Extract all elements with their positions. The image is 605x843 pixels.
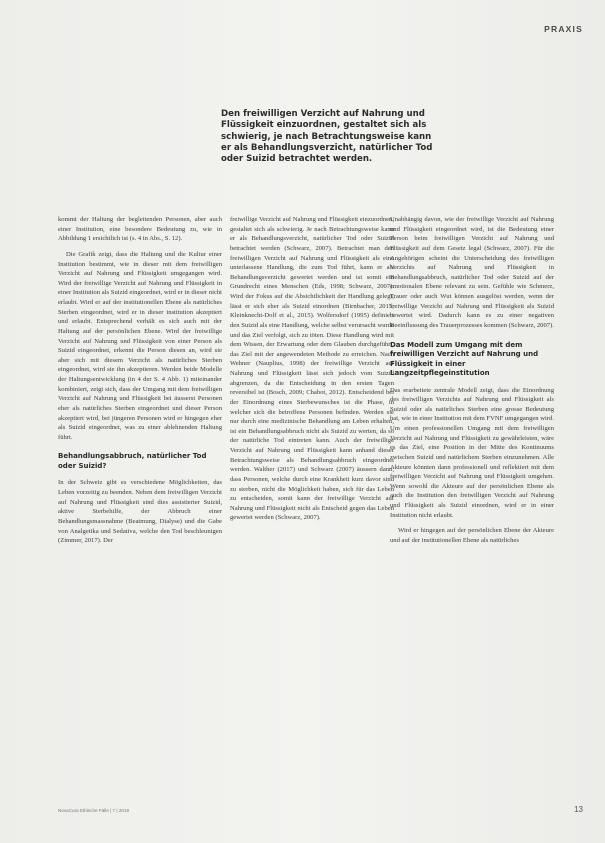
text-column-2 — [230, 215, 394, 529]
pull-quote: Den freiwilligen Verzicht auf Nahrung und Flüssigkeit einzuordnen, gestaltet sich als schwierig, je nach Betrachtungsweise kann er als Behandlungsverzicht, natürlicher Tod oder Suizid betrachtet werden. — [221, 109, 433, 165]
section-label: PRAXIS — [544, 24, 583, 34]
section-subheading: Behandlungsabbruch, natürlicher Tod oder Suizid? — [58, 452, 207, 470]
page-number: 13 — [574, 805, 583, 814]
text-column-3 — [390, 215, 554, 552]
footer-publication: NovaCura Ethische Fälle | 7 | 2019 — [58, 808, 130, 813]
paragraph: Unabhängig davon, wie der freiwillige Verzicht auf Nahrung und Flüssigkeit eingeordnet wird, ist die Bedeutung einer Person beim freiwilligen Verzicht auf Nahrung und Flüssigkeit auf dem Gesetz legal (Schwarz, 2007). Für die Angehörigen scheint die Unterscheidung des freiwilligen Verzichts auf Nahrung und Flüssigkeit in Behandlungsabbruch, natürlicher Tod oder Suizid auf der emotionalen Ebene relevant zu sein. Gefühle wie Schmerz, Trauer oder auch Wut können ausgelöst werden, wenn der freiwillige Verzicht auf Nahrung und Flüssigkeit als Suizid bewertet wird. Dadurch kann es zu einer negativen Beeinflussung des Trauerprozesses kommen (Schwarz, 2007). — [390, 216, 554, 329]
paragraph: Das erarbeitete zentrale Modell zeigt, dass die Einordnung des freiwilligen Verzichts auf Nahrung und Flüssigkeit als Suizid oder als natürliches Sterben eine grosse Bedeutung hat, wie in einer Institution mit dem FVNF umgegangen wird. Um einen professionellen Umgang mit dem freiwilligen Verzicht auf Nahrung und Flüssigkeit zu gewährleisten, wäre es das Ziel, eine Position in der Mitte des Kontinuums zwischen Suizid und natürlichem Sterben einzunehmen. Alle Akteure könnten dann professionell und reflektiert mit dem freiwilligen Verzicht auf Nahrung und Flüssigkeit umgehen. Wenn sowohl die Akteure auf der persönlichen Ebene als auch die Institution den freiwilligen Verzicht auf Nahrung und Flüssigkeit als Suizid einordnen, wird er in einer Institution nicht erlaubt. — [390, 386, 554, 519]
text-column-1 — [58, 215, 222, 552]
paragraph: kommt der Haltung der begleitenden Personen, aber auch einer Institution, eine besondere Bedeutung zu, wie in Abbildung 1 ersichtlich ist (s. 4 in Abs., S. 12). — [58, 216, 222, 243]
section-subheading: Das Modell zum Umgang mit dem freiwilligen Verzicht auf Nahrung und Flüssigkeit in einer Langzeitpflegeinstitution — [390, 340, 539, 377]
paragraph: Die Grafik zeigt, dass die Haltung und die Kultur einer Institution bestimmt, wie in dieser mit dem freiwilligen Verzicht auf Nahrung und Flüssigkeit umgegangen wird. Wird der freiwillige Verzicht auf Nahrung und Flüssigkeit in einer Institution als Suizid eingeordnet, wird er in dieser nicht erlaubt. Wird er auf der institutionellen Ebene als natürliches Sterben eingeordnet, wird er in dieser institution akzeptiert und erlaubt. Entsprechend verhält es sich auch mit der Haltung auf der persönlichen Ebene. Wird der freiwillige Verzicht auf Nahrung und Flüssigkeit von einer Person als Suizid eingeordnet, erkennt die Person diesen an, wird sie aber sich mit diesem Verzicht als natürliches Sterben eingeordnet, wird sie ihn akzeptieren. Werden beide Modelle der Haltungsentwicklung (in 4 der S. 4 Abb. 1) miteinander kombiniert, zeigt sich, dass der Umgang mit dem freiwilligen Verzicht auf Nahrung und Flüssigkeit bei äusserst Personen eher als natürliches Sterben eingeordnet und dieser Person akzeptiert wird, bei jüngeren Personen wird er hingegen eher als Suizid eingeordnet, was zu einer ablehnenden Haltung führt. — [58, 250, 222, 441]
paragraph: In der Schweiz gibt es verschiedene Möglichkeiten, das Leben vorzeitig zu beenden. Neben dem freiwilligen Verzicht auf Nahrung und Flüssigkeit sind dies assistierter Suizid, aktive Sterbehilfe, der Abbruch einer Behandlungsmassnahme (Beatmung, Dialyse) und die Gabe von Analgetika und Sedativa, welche den Tod beschleunigen (Zimmer, 2017). Der — [58, 479, 222, 545]
paragraph: freiwillige Verzicht auf Nahrung und Flüssigkeit einzuordnen, gestaltet sich als schwierig. Je nach Betrachtungsweise kann er als Behandlungsverzicht, natürlicher Tod oder Suizid betrachtet werden (Schwarz, 2007). Betrachtet man den freiwilligen Verzicht auf Nahrung und Flüssigkeit als eine unterlassene Handlung, die zum Tod führt, kann er als Behandlungsverzicht gewertet werden und ist somit ein Grundrecht eines Menschen (Eds, 1998; Schwarz, 2007). Wird der Fokus auf die Absichtlichkeit der Handlung gelegt, lässt er sich eher als Suizid einordnen (Birnbacher, 2015; Kleinknecht-Dolf et al., 2015). Wolfersdorf (1995) definiert den Suizid als eine Handlung, welche selbst verursacht wurde und das Ziel verfolgt, sich zu töten. Diese Handlung wird mit dem Wissen, der Erwartung oder dem Glauben durchgeführt, das Ziel mit der angewendeten Methode zu erreichen. Nach Wehner (Nauplius, 1998) der freiwillige Verzicht auf Nahrung und Flüssigkeit lässt sich jedoch vom Suizid abgrenzen, da die Entscheidung in den ersten Tagen reversibel ist (Bosch, 2009; Chabot, 2012). Entscheidend bei der Einordnung eines Sterbewunsches ist die Phase, in welcher sich die betroffene Personen befinden. Werden sie nur durch eine medizinische Behandlung am Leben erhalten, ist ein Behandlungsabbruch nicht als Suizid zu werten, da so der natürliche Tod eintreten kann. Auch der freiwillige Verzicht auf Nahrung und Flüssigkeit kann anhand dieser Betrachtungsweise als Behandlungsabbruch eingeordnet werden. Walther (2017) und Schwarz (2007) äussern dann, dass Personen, welche durch eine Krankheit kurz davor sind zu sterben, nicht die Möglichkeit haben, sich für das Leben zu entscheiden, somit kann der freiwillige Verzicht auf Nahrung und Flüssigkeit nicht als Entscheid gegen das Leben gewertet werden (Schwarz, 2007). — [230, 216, 394, 522]
paragraph: Wird er hingegen auf der persönlichen Ebene der Akteure und auf der institutionellen Ebene als natürliches — [390, 527, 554, 544]
